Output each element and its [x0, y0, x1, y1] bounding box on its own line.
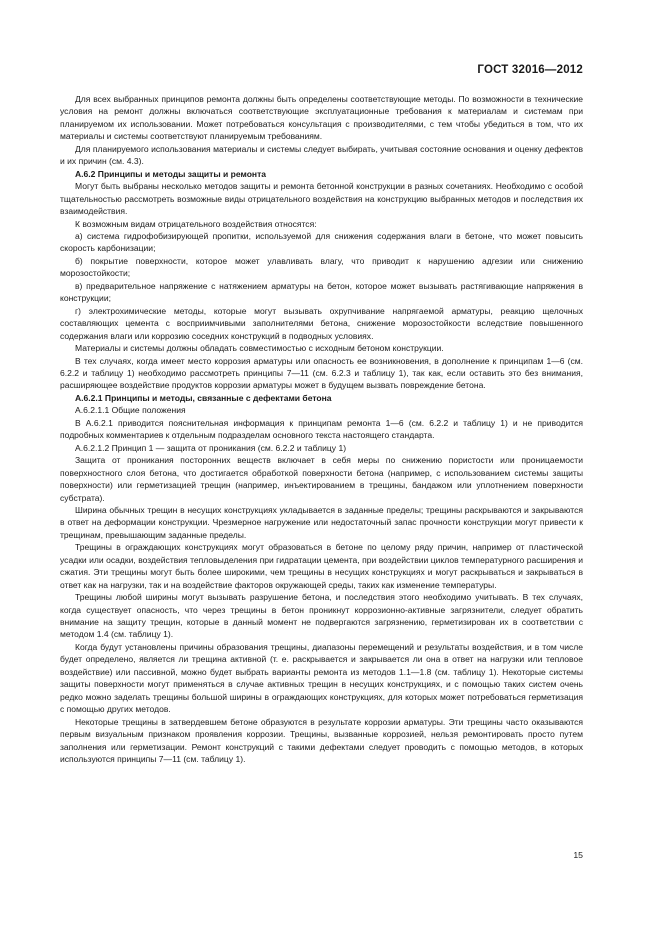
page-number: 15 [573, 850, 583, 860]
section-heading: А.6.2.1 Принципы и методы, связанные с дефектами бетона [75, 392, 332, 403]
list-item: б) покрытие поверхности, которое может улавливать влагу, что приводит к нарушению адгезии или снижению морозостойкости; [60, 255, 583, 279]
paragraph: Могут быть выбраны несколько методов защиты и ремонта бетонной конструкции в разных сочетаниях. Необходимо с особой тщательностью рассмотреть возможные виды отрицательного воздействия на конструкцию выбранных методов и последствия их взаимодействия. [60, 181, 583, 217]
subsection-heading: А.6.2.1.1 Общие положения [75, 405, 186, 416]
paragraph: Ширина обычных трещин в несущих конструкциях укладывается в заданные пределы; трещины раскрываются и закрываются в ответ на деформации конструкции. Чрезмерное нагружение или недостаточный запас прочности конструкции могут привести к трещинам, превышающим заданные пределы. [60, 504, 583, 540]
paragraph: Для всех выбранных принципов ремонта должны быть определены соответствующие методы. По возможности в технические условия на ремонт должны включаться соответствующие эксплуатационные требования к материалам и системам при планируемом их использовании. Может потребоваться консультация с производителями, с тем чтобы убедиться в том, что их материалы и системы соответствуют планируемым требованиям. [60, 94, 583, 142]
paragraph: Материалы и системы должны обладать совместимостью с исходным бетоном конструкции. [75, 343, 444, 354]
paragraph: В тех случаях, когда имеет место коррозия арматуры или опасность ее возникновения, в дополнение к принципам 1—6 (см. 6.2.2 и таблицу 1) необходимо рассмотреть принципы 7—11 (см. 6.2.3 и таблицу 1), так как, если оставить это без внимания, расширяющее воздействие продуктов коррозии арматуры может в будущем вызвать повреждение бетона. [60, 355, 583, 391]
paragraph: Когда будут установлены причины образования трещины, диапазоны перемещений и результаты воздействия, и в том числе будет определено, является ли трещина активной (т. е. раскрывается и закрывается ли она в ответ на нагрузки или тепловое воздействие) или пассивной, можно будет выбрать варианты ремонта из методов 1.1—1.8 (см. таблицу 1). Некоторые системы защиты поверхности могут применяться в случае активных трещин в несущих конструкциях, и с помощью таких систем очень редко можно заделать трещины большой ширины в ограждающих конструкциях, для которых может потребоваться герметизация с помощью других методов. [60, 641, 583, 715]
list-item: г) электрохимические методы, которые могут вызывать охрупчивание напрягаемой арматуры, реакцию щелочных составляющих цемента с восприимчивыми заполнителями бетона, снижение морозостойкости вследствие повышенного содержания влаги или коррозию соседних конструкций в подводных условиях. [60, 305, 583, 341]
paragraph: Защита от проникания посторонних веществ включает в себя меры по снижению пористости или проницаемости поверхностного слоя бетона, что достигается обработкой поверхности бетона (например, с использованием системы защиты поверхности) или герметизацией трещин (например, инъектированием в трещины, бандажом или уплотнением поверхности субстрата). [60, 455, 583, 503]
document-body [60, 93, 583, 765]
paragraph: Трещины любой ширины могут вызывать разрушение бетона, и последствия этого необходимо учитывать. В тех случаях, когда существует опасность, что через трещины в бетон проникнут коррозионно-активные загрязнители, следует обратить внимание на защиту трещин, которые в данный момент не подвергаются загрязнению, герметизирован их в соответствии с методом 1.4 (см. таблицу 1). [60, 592, 583, 640]
section-heading: А.6.2 Принципы и методы защиты и ремонта [75, 168, 267, 179]
paragraph: Некоторые трещины в затвердевшем бетоне образуются в результате коррозии арматуры. Эти трещины часто оказываются первым визуальным признаком проявления коррозии. Трещины, вызванные коррозией, нельзя ремонтировать просто путем заполнения или герметизации. Ремонт конструкций с такими дефектами следует проводить с помощью методов, в которых используются принципы 7—11 (см. таблицу 1). [60, 716, 583, 765]
paragraph: В А.6.2.1 приводится пояснительная информация к принципам ремонта 1—6 (см. 6.2.2 и таблицу 1) и не приводится подробных комментариев к отдельным подразделам основного текста настоящего стандарта. [60, 417, 583, 441]
list-item: а) система гидрофобизирующей пропитки, используемой для снижения содержания влаги в бетоне, что может повысить скорость карбонизации; [60, 230, 583, 254]
subsection-heading: А.6.2.1.2 Принцип 1 — защита от проникания (см. 6.2.2 и таблицу 1) [75, 442, 347, 453]
paragraph: Для планируемого использования материалы и системы следует выбирать, учитывая состояние основания и оценку дефектов и их причин (см. 4.3). [60, 143, 583, 167]
paragraph: Трещины в ограждающих конструкциях могут образоваться в бетоне по целому ряду причин, например от пластической усадки или осадки, воздействия тепловыделения при гидратации цемента, при воздействии циклов температурного расширения и сжатия. Эти трещины могут быть более широкими, чем трещины в несущих конструкциях и могут раскрываться и закрываться в ответ как на нагрузки, так и на воздействие факторов окружающей среды, таких как изменение температуры. [60, 542, 583, 590]
paragraph: К возможным видам отрицательного воздействия относятся: [75, 218, 317, 229]
list-item: в) предварительное напряжение с натяжением арматуры на бетон, которое может вызывать растягивающие напряжения в конструкции; [60, 280, 583, 304]
document-code-header: ГОСТ 32016—2012 [477, 64, 583, 76]
